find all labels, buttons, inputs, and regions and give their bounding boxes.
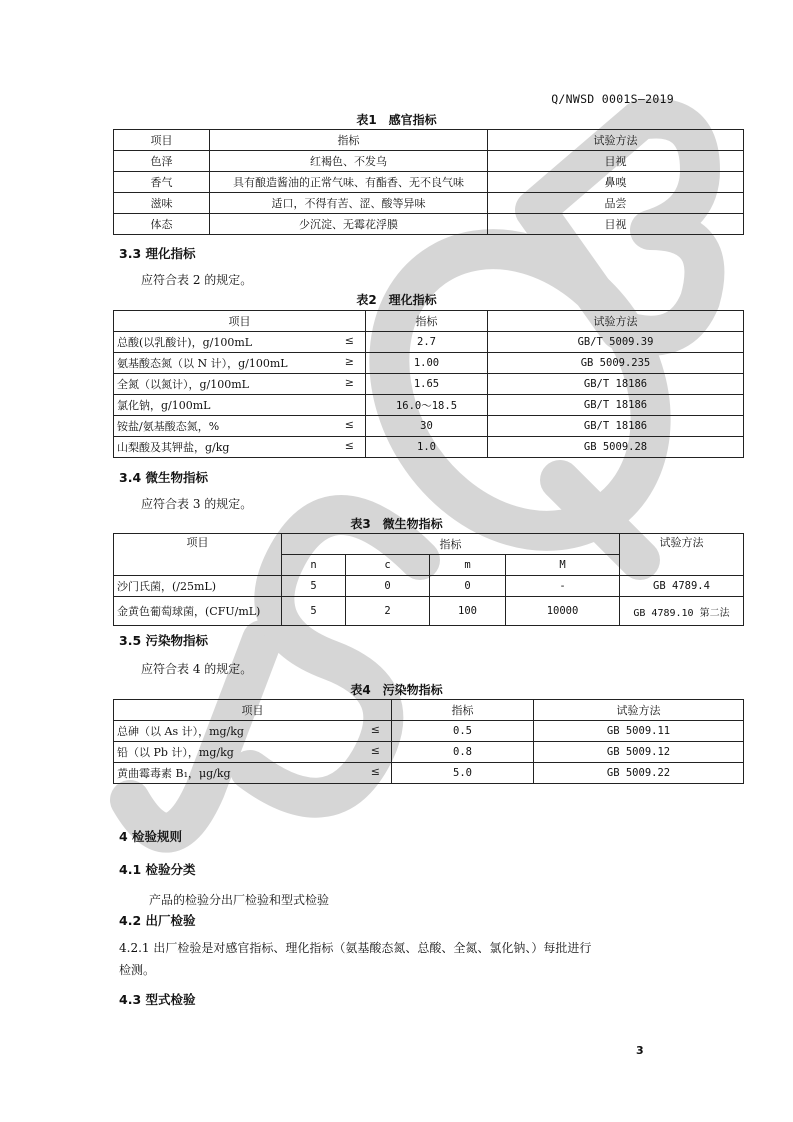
table-header-cell: 指标 xyxy=(392,700,534,721)
comparison-symbol: ≤ xyxy=(370,723,380,736)
table-cell: 品尝 xyxy=(488,193,744,214)
document-code: Q/NWSD 0001S—2019 xyxy=(551,92,674,106)
table-cell xyxy=(114,395,366,416)
table-row xyxy=(114,172,744,193)
table-cell: 2 xyxy=(346,597,430,626)
table-cell: 100 xyxy=(430,597,506,626)
table-cell xyxy=(114,416,366,437)
table-row xyxy=(114,395,744,416)
comparison-symbol: ≤ xyxy=(344,334,354,347)
table-cell: 0 xyxy=(430,576,506,597)
table-cell: 5 xyxy=(282,597,346,626)
table-cell: 香气 xyxy=(114,172,210,193)
section-4-1-text: 产品的检验分出厂检验和型式检验 xyxy=(149,893,330,907)
comparison-symbol: ≥ xyxy=(344,376,354,389)
table-cell: GB/T 18186 xyxy=(488,374,744,395)
table-header-cell: 指标 xyxy=(210,130,488,151)
table-cell: 0 xyxy=(346,576,430,597)
table-cell: GB 5009.11 xyxy=(534,721,744,742)
table-cell: 5 xyxy=(282,576,346,597)
table-cell xyxy=(114,353,366,374)
contaminant-table xyxy=(113,699,744,784)
table-cell: - xyxy=(506,576,620,597)
page-number: 3 xyxy=(636,1044,644,1057)
physicochemical-table xyxy=(113,310,744,458)
section-3-4-title: 3.4 微生物指标 xyxy=(119,470,208,485)
table-header-row xyxy=(114,534,744,555)
table-cell: 色泽 xyxy=(114,151,210,172)
section-4-2-1-line1: 4.2.1 出厂检验是对感官指标、理化指标（氨基酸态氮、总酸、全氮、氯化钠、）每批进行 xyxy=(119,941,592,955)
comparison-symbol: ≤ xyxy=(370,744,380,757)
table-cell xyxy=(114,332,366,353)
table-row xyxy=(114,353,744,374)
section-4-title: 4 检验规则 xyxy=(119,829,183,844)
table-row xyxy=(114,214,744,235)
table-cell: 体态 xyxy=(114,214,210,235)
table-cell: 目视 xyxy=(488,151,744,172)
item-label: 山梨酸及其钾盐，g/kg xyxy=(117,441,230,454)
item-label: 总砷（以 As 计），mg/kg xyxy=(117,725,244,738)
table-cell: 0.8 xyxy=(392,742,534,763)
table-header-row xyxy=(114,311,744,332)
table-header-cell: 试验方法 xyxy=(488,130,744,151)
table-cell: GB 5009.28 xyxy=(488,437,744,458)
microbial-table xyxy=(113,533,744,626)
table-cell: GB 5009.12 xyxy=(534,742,744,763)
item-label: 铅（以 Pb 计），mg/kg xyxy=(117,746,234,759)
table-subheader-cell: M xyxy=(506,555,620,576)
table-cell: GB 5009.235 xyxy=(488,353,744,374)
table-cell: 0.5 xyxy=(392,721,534,742)
table-cell: GB 5009.22 xyxy=(534,763,744,784)
table2-caption: 表2 理化指标 xyxy=(356,293,437,307)
table-row xyxy=(114,597,744,626)
table-cell: 金黄色葡萄球菌，(CFU/mL) xyxy=(114,597,282,626)
table-cell: 沙门氏菌，(/25mL) xyxy=(114,576,282,597)
table-header-cell: 项目 xyxy=(114,311,366,332)
table-header-cell: 项目 xyxy=(114,130,210,151)
section-4-2-title: 4.2 出厂检验 xyxy=(119,913,196,928)
table-header-row xyxy=(114,130,744,151)
table-cell: 1.0 xyxy=(366,437,488,458)
table-header-cell: 指标 xyxy=(366,311,488,332)
table-cell: 1.00 xyxy=(366,353,488,374)
comparison-symbol: ≤ xyxy=(344,418,354,431)
sensory-table xyxy=(113,129,744,235)
table-header-cell: 项目 xyxy=(114,534,282,576)
table-row xyxy=(114,437,744,458)
table-row xyxy=(114,332,744,353)
table3-caption: 表3 微生物指标 xyxy=(350,517,443,531)
table-row xyxy=(114,763,744,784)
table-cell: 少沉淀、无霉花浮膜 xyxy=(210,214,488,235)
table-cell: 30 xyxy=(366,416,488,437)
table-cell: GB/T 18186 xyxy=(488,416,744,437)
table-cell: GB 4789.10 第二法 xyxy=(620,597,744,626)
table-cell xyxy=(114,721,392,742)
table-header-cell: 试验方法 xyxy=(488,311,744,332)
item-label: 总酸(以乳酸计)，g/100mL xyxy=(117,336,253,349)
item-label: 黄曲霉毒素 B₁，μg/kg xyxy=(117,767,231,780)
comparison-symbol: ≤ xyxy=(344,439,354,452)
table4-caption: 表4 污染物指标 xyxy=(350,683,443,697)
table-cell: 目视 xyxy=(488,214,744,235)
table-header-row xyxy=(114,700,744,721)
table-cell xyxy=(114,374,366,395)
table-cell: 滋味 xyxy=(114,193,210,214)
table-cell: 具有酿造酱油的正常气味、有酯香、无不良气味 xyxy=(210,172,488,193)
table-subheader-cell: c xyxy=(346,555,430,576)
section-3-5-title: 3.5 污染物指标 xyxy=(119,633,208,648)
table-header-cell: 指标 xyxy=(282,534,620,555)
table-header-cell: 试验方法 xyxy=(620,534,744,576)
item-label: 氯化钠，g/100mL xyxy=(117,399,211,412)
item-label: 铵盐/氨基酸态氮，% xyxy=(117,420,220,433)
table-cell: 5.0 xyxy=(392,763,534,784)
table-header-cell: 试验方法 xyxy=(534,700,744,721)
section-3-5-text: 应符合表 4 的规定。 xyxy=(141,662,253,676)
table-row xyxy=(114,416,744,437)
table-cell: 适口，不得有苦、涩、酸等异味 xyxy=(210,193,488,214)
table-cell: GB/T 18186 xyxy=(488,395,744,416)
table-cell: 16.0～18.5 xyxy=(366,395,488,416)
table-row xyxy=(114,721,744,742)
table-subheader-cell: m xyxy=(430,555,506,576)
comparison-symbol: ≥ xyxy=(344,355,354,368)
section-3-3-title: 3.3 理化指标 xyxy=(119,246,196,261)
table1-caption: 表1 感官指标 xyxy=(356,113,437,127)
section-3-3-text: 应符合表 2 的规定。 xyxy=(141,273,253,287)
table-cell xyxy=(114,742,392,763)
table-cell: 2.7 xyxy=(366,332,488,353)
table-header-cell: 项目 xyxy=(114,700,392,721)
section-3-4-text: 应符合表 3 的规定。 xyxy=(141,497,253,511)
item-label: 氨基酸态氮（以 N 计），g/100mL xyxy=(117,357,288,370)
table-cell: GB/T 5009.39 xyxy=(488,332,744,353)
table-cell xyxy=(114,763,392,784)
section-4-2-1-line2: 检测。 xyxy=(119,963,156,977)
table-cell xyxy=(114,437,366,458)
section-4-1-title: 4.1 检验分类 xyxy=(119,862,196,877)
table-row xyxy=(114,151,744,172)
comparison-symbol: ≤ xyxy=(370,765,380,778)
table-subheader-cell: n xyxy=(282,555,346,576)
table-row xyxy=(114,576,744,597)
table-cell: GB 4789.4 xyxy=(620,576,744,597)
item-label: 全氮（以氮计），g/100mL xyxy=(117,378,249,391)
table-cell: 鼻嗅 xyxy=(488,172,744,193)
table-cell: 1.65 xyxy=(366,374,488,395)
table-cell: 红褐色、不发乌 xyxy=(210,151,488,172)
section-4-3-title: 4.3 型式检验 xyxy=(119,992,196,1007)
table-row xyxy=(114,193,744,214)
table-row xyxy=(114,374,744,395)
table-cell: 10000 xyxy=(506,597,620,626)
table-row xyxy=(114,742,744,763)
